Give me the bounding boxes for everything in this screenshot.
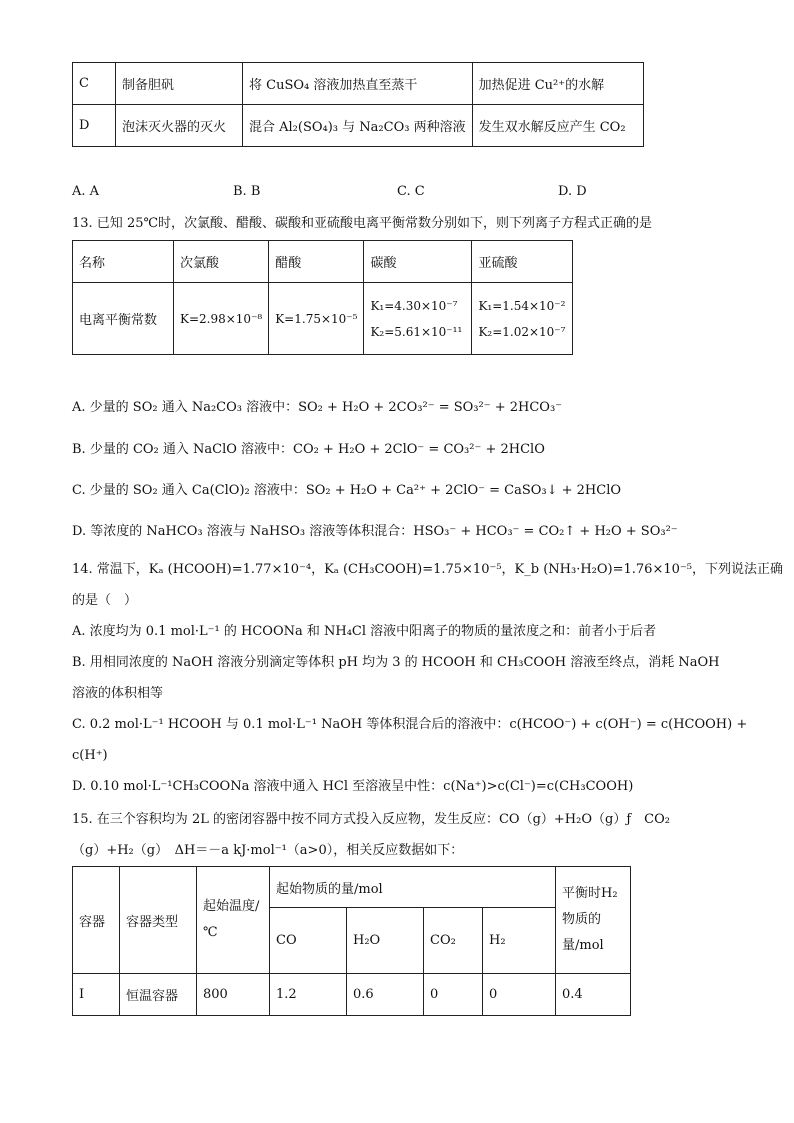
q13-h-sulfurous: 亚硫酸 xyxy=(472,241,573,283)
q13-option-b[interactable]: B. 少量的 CO₂ 通入 NaClO 溶液中：CO₂ + H₂O + 2ClO⁻ = CO₃²⁻ + 2HClO xyxy=(72,442,545,457)
q13-k2-sulfurous: K₂=1.02×10⁻⁷ xyxy=(478,324,566,339)
q15-h-h2: H₂ xyxy=(483,908,556,974)
q13-k2-carbonic: K₂=5.61×10⁻¹¹ xyxy=(370,324,463,339)
q15-stem-line1: 15. 在三个容积均为 2L 的密闭容器中按不同方式投入反应物，发生反应：CO（g）+H₂O（g）ƒ CO₂ xyxy=(72,812,670,827)
q14-option-d[interactable]: D. 0.10 mol·L⁻¹CH₃COONa 溶液中通入 HCl 至溶液呈中性：c(Na⁺)>c(Cl⁻)=c(CH₃COOH) xyxy=(72,779,634,794)
q13-k-sulfurous xyxy=(472,283,573,355)
q12-row-d-item: 泡沫灭火器的灭火 xyxy=(116,105,243,147)
q13-h-hclo: 次氯酸 xyxy=(174,241,269,283)
q15-cell-h2o: 0.6 xyxy=(347,974,424,1016)
q13-h-carbonic: 碳酸 xyxy=(364,241,472,283)
q13-k-hclo: K=2.98×10⁻⁸ xyxy=(174,283,269,355)
q15-h-container: 容器 xyxy=(73,867,120,974)
q13-stem: 13. 已知 25℃时，次氯酸、醋酸、碳酸和亚硫酸电离平衡常数分别如下，则下列离子方程式正确的是 xyxy=(72,216,653,231)
q13-table xyxy=(72,240,573,355)
q14-option-c-cont: c(H⁺) xyxy=(72,748,108,763)
q14-option-b[interactable]: B. 用相同浓度的 NaOH 溶液分别滴定等体积 pH 均为 3 的 HCOOH 和 CH₃COOH 溶液至终点，消耗 NaOH xyxy=(72,655,720,670)
q14-option-c[interactable]: C. 0.2 mol·L⁻¹ HCOOH 与 0.1 mol·L⁻¹ NaOH 等体积混合后的溶液中：c(HCOO⁻) + c(OH⁻) = c(HCOOH) + xyxy=(72,717,748,732)
q15-cell-co: 1.2 xyxy=(270,974,347,1016)
q14-option-a[interactable]: A. 浓度均为 0.1 mol·L⁻¹ 的 HCOONa 和 NH₄Cl 溶液中阳离子的物质的量浓度之和：前者小于后者 xyxy=(72,624,657,639)
q15-cell-container: Ⅰ xyxy=(73,974,120,1016)
q15-h-h2o: H₂O xyxy=(347,908,424,974)
q13-k-carbonic xyxy=(364,283,472,355)
q12-row-d-op: 混合 Al₂(SO₄)₃ 与 Na₂CO₃ 两种溶液 xyxy=(243,105,473,147)
q13-option-c[interactable]: C. 少量的 SO₂ 通入 Ca(ClO)₂ 溶液中：SO₂ + H₂O + Ca²⁺ + 2ClO⁻ = CaSO₃↓ + 2HClO xyxy=(72,483,622,498)
q12-option-a[interactable]: A. A xyxy=(72,184,100,199)
q13-k1-sulfurous: K₁=1.54×10⁻² xyxy=(478,298,566,313)
q13-option-a[interactable]: A. 少量的 SO₂ 通入 Na₂CO₃ 溶液中：SO₂ + H₂O + 2CO₃²⁻ = SO₃²⁻ + 2HCO₃⁻ xyxy=(72,400,563,415)
q15-cell-eq: 0.4 xyxy=(556,974,631,1016)
q15-h-co: CO xyxy=(270,908,347,974)
q12-row-d-reason: 发生双水解反应产生 CO₂ xyxy=(472,105,643,147)
q14-stem-line1: 14. 常温下，Kₐ (HCOOH)=1.77×10⁻⁴，Kₐ (CH₃COOH)=1.75×10⁻⁵，K_b (NH₃·H₂O)=1.76×10⁻⁵，下列说法正确 xyxy=(72,562,783,577)
q12-option-d[interactable]: D. D xyxy=(558,184,587,199)
q12-table xyxy=(72,62,644,147)
q15-h-co2: CO₂ xyxy=(424,908,483,974)
q14-stem-line2: 的是（ ） xyxy=(72,593,138,608)
q13-row-label: 电离平衡常数 xyxy=(73,283,174,355)
q15-h-start: 起始物质的量/mol xyxy=(270,867,556,908)
q13-h-name: 名称 xyxy=(73,241,174,283)
q12-row-c-label: C xyxy=(73,63,116,105)
q15-cell-h2: 0 xyxy=(483,974,556,1016)
q15-cell-temp: 800 xyxy=(197,974,270,1016)
q13-k-acetic: K=1.75×10⁻⁵ xyxy=(269,283,364,355)
q12-option-b[interactable]: B. B xyxy=(233,184,261,199)
q12-option-c[interactable]: C. C xyxy=(397,184,425,199)
q14-option-b-cont: 溶液的体积相等 xyxy=(72,686,164,701)
q15-h-type: 容器类型 xyxy=(120,867,197,974)
q12-row-c-op: 将 CuSO₄ 溶液加热直至蒸干 xyxy=(243,63,473,105)
q12-row-c-item: 制备胆矾 xyxy=(116,63,243,105)
q15-h-temp: 起始温度/℃ xyxy=(197,867,270,974)
q15-cell-co2: 0 xyxy=(424,974,483,1016)
q12-row-c-reason: 加热促进 Cu²⁺的水解 xyxy=(472,63,643,105)
q15-cell-type: 恒温容器 xyxy=(120,974,197,1016)
q13-k1-carbonic: K₁=4.30×10⁻⁷ xyxy=(370,298,458,313)
q13-option-d[interactable]: D. 等浓度的 NaHCO₃ 溶液与 NaHSO₃ 溶液等体积混合：HSO₃⁻ + HCO₃⁻ = CO₂↑ + H₂O + SO₃²⁻ xyxy=(72,524,678,539)
q15-table xyxy=(72,866,631,1016)
q13-h-acetic: 醋酸 xyxy=(269,241,364,283)
q15-h-eq: 平衡时H₂物质的量/mol xyxy=(556,867,631,974)
q12-row-d-label: D xyxy=(73,105,116,147)
q15-stem-line2: （g）+H₂（g） ΔH＝－a kJ·mol⁻¹（a>0），相关反应数据如下： xyxy=(72,843,464,858)
